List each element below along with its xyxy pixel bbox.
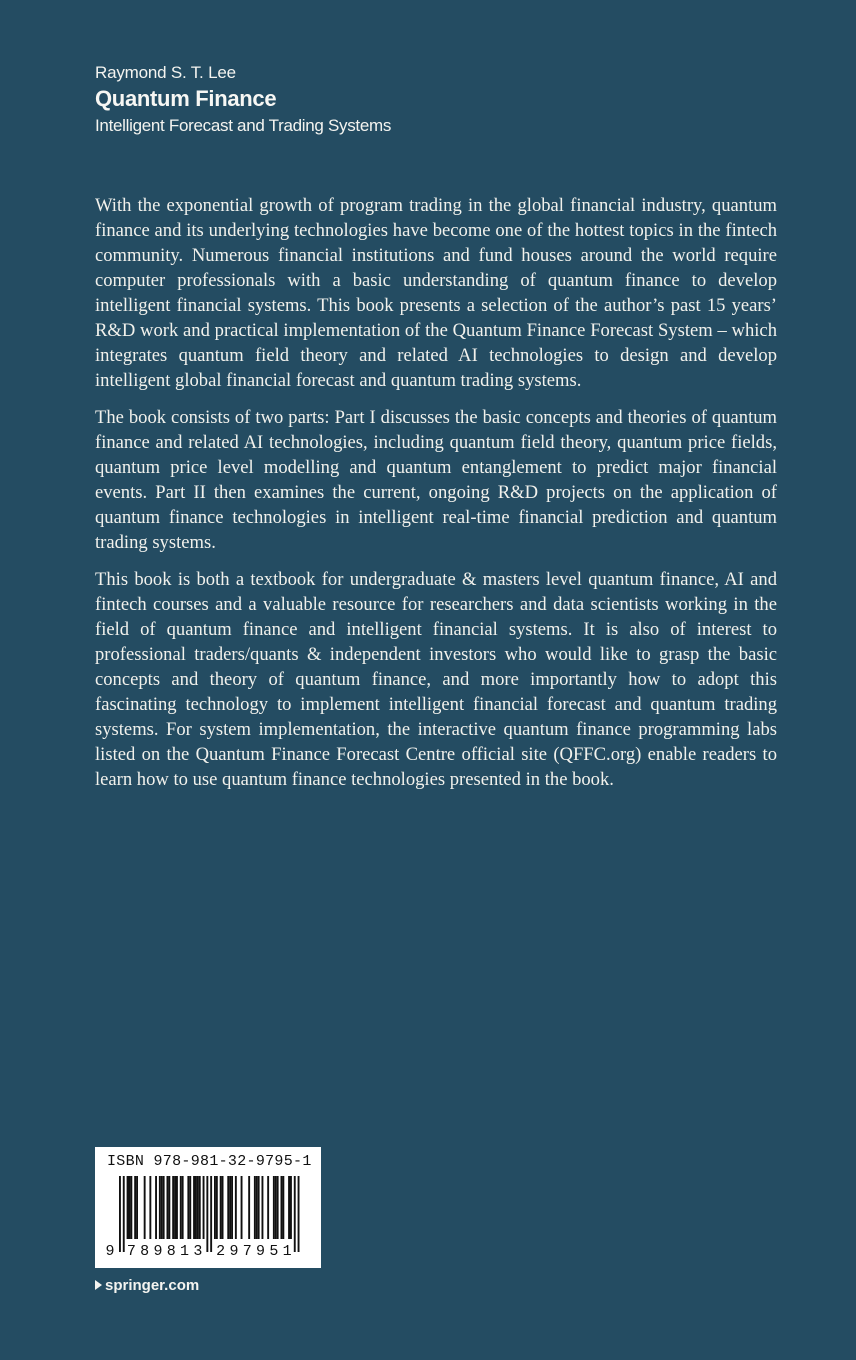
isbn-number: ISBN 978-981-32-9795-1: [107, 1153, 312, 1170]
barcode-bar: [220, 1176, 222, 1239]
isbn-barcode: [95, 1147, 321, 1268]
barcode-bar: [267, 1176, 269, 1239]
barcode-bar: [129, 1176, 131, 1239]
barcode-bar: [197, 1176, 199, 1239]
barcode-guard-bar: [294, 1176, 296, 1252]
barcode-bar: [134, 1176, 136, 1239]
barcode-bar: [180, 1176, 182, 1239]
barcode-bar: [189, 1176, 191, 1239]
barcode-bar: [229, 1176, 231, 1239]
barcode-bar: [172, 1176, 174, 1239]
barcode-bar: [187, 1176, 189, 1239]
barcode-bar: [256, 1176, 258, 1239]
barcode-bar: [127, 1176, 129, 1239]
barcode-digit: 5: [269, 1243, 279, 1260]
barcode-digit: 1: [282, 1243, 292, 1260]
barcode-bar: [235, 1176, 237, 1239]
barcode-digit: 9: [153, 1243, 163, 1260]
author-name: Raymond S. T. Lee: [95, 63, 236, 82]
publisher-link-label: springer.com: [105, 1277, 200, 1294]
barcode-bar: [227, 1176, 229, 1239]
barcode-digit: 9: [256, 1243, 266, 1260]
book-subtitle: Intelligent Forecast and Trading Systems: [95, 116, 392, 135]
barcode-bar: [161, 1176, 163, 1239]
barcode-digit: 2: [216, 1243, 226, 1260]
barcode-digit: 3: [193, 1243, 203, 1260]
barcode-bar: [195, 1176, 197, 1239]
barcode-digit: 1: [180, 1243, 190, 1260]
barcode-bar: [159, 1176, 161, 1239]
barcode-bar: [144, 1176, 146, 1239]
book-title: Quantum Finance: [95, 86, 277, 111]
barcode-bar: [130, 1176, 132, 1239]
barcode-bar: [248, 1176, 250, 1239]
publisher-link[interactable]: [95, 1276, 199, 1296]
barcode-digit: 8: [140, 1243, 150, 1260]
barcode-bar: [258, 1176, 260, 1239]
barcode-guard-bar: [123, 1176, 125, 1252]
description-paragraph-3: This book is both a textbook for undergraduate & masters level quantum finance, AI and fintech courses and a valuable resource for researchers and data scientists working in the field of quantum finance and intelligent financial systems. It is also of interest to professional traders/quants & independent investors who would like to grasp the basic concepts and theory of quantum finance, and more importantly how to adopt this fascinating technology to implement intelligent financial forecast and quantum trading systems. For system implementation, the interactive quantum finance programming labs listed on the Quantum Finance Forecast Centre official site (QFFC.org) enable readers to learn how to use quantum finance technologies presented in the book.: [95, 569, 777, 790]
barcode-bar: [216, 1176, 218, 1239]
barcode-bar: [168, 1176, 170, 1239]
barcode-bar: [174, 1176, 176, 1239]
barcode-bar: [167, 1176, 169, 1239]
barcode-bar: [182, 1176, 184, 1239]
barcode-bar: [277, 1176, 279, 1239]
barcode-digit: 7: [242, 1243, 252, 1260]
barcode-digit: 8: [166, 1243, 176, 1260]
barcode-bar: [288, 1176, 290, 1239]
barcode-bar: [136, 1176, 138, 1239]
barcode-bar: [222, 1176, 224, 1239]
barcode-bar: [203, 1176, 205, 1239]
book-description: [95, 193, 777, 804]
barcode-bar: [282, 1176, 284, 1239]
barcode-bar: [281, 1176, 283, 1239]
barcode-digit: 7: [126, 1243, 136, 1260]
barcode-graphic: [95, 1147, 321, 1268]
barcode-bar: [290, 1176, 292, 1239]
barcode-guard-bar: [210, 1176, 212, 1252]
barcode-bar: [199, 1176, 201, 1239]
barcode-bar: [163, 1176, 165, 1239]
barcode-bar: [254, 1176, 256, 1239]
barcode-guard-bar: [119, 1176, 121, 1252]
description-paragraph-2: The book consists of two parts: Part I discusses the basic concepts and theories of quantum finance and related AI technologies, including quantum field theory, quantum price fields, quantum price level modelling and quantum entanglement to predict major financial events. Part II then examines the current, ongoing R&D projects on the application of quantum finance technologies in intelligent real-time financial prediction and quantum trading systems.: [95, 407, 777, 553]
barcode-bar: [176, 1176, 178, 1239]
barcode-bar: [231, 1176, 233, 1239]
barcode-bar: [149, 1176, 151, 1239]
barcode-bar: [275, 1176, 277, 1239]
barcode-bar: [273, 1176, 275, 1239]
barcode-bar: [214, 1176, 216, 1239]
barcode-bar: [155, 1176, 157, 1239]
barcode-bar: [193, 1176, 195, 1239]
barcode-digit: 9: [229, 1243, 239, 1260]
triangle-right-icon: [95, 1280, 102, 1290]
header: [95, 62, 775, 138]
description-paragraph-1: With the exponential growth of program trading in the global financial industry, quantum finance and its underlying technologies have become one of the hottest topics in the fintech community. Numerous financial institutions and fund houses around the world require computer professionals with a basic understanding of quantum finance to develop intelligent financial systems. This book presents a selection of the author’s past 15 years’ R&D work and practical implementation of the Quantum Finance Forecast System – which integrates quantum field theory and related AI technologies to design and develop intelligent global financial forecast and quantum trading systems.: [95, 195, 777, 391]
barcode-guard-bar: [206, 1176, 208, 1252]
barcode-digit: 9: [105, 1243, 115, 1260]
barcode-guard-bar: [298, 1176, 300, 1252]
barcode-bar: [262, 1176, 264, 1239]
barcode-bar: [241, 1176, 243, 1239]
